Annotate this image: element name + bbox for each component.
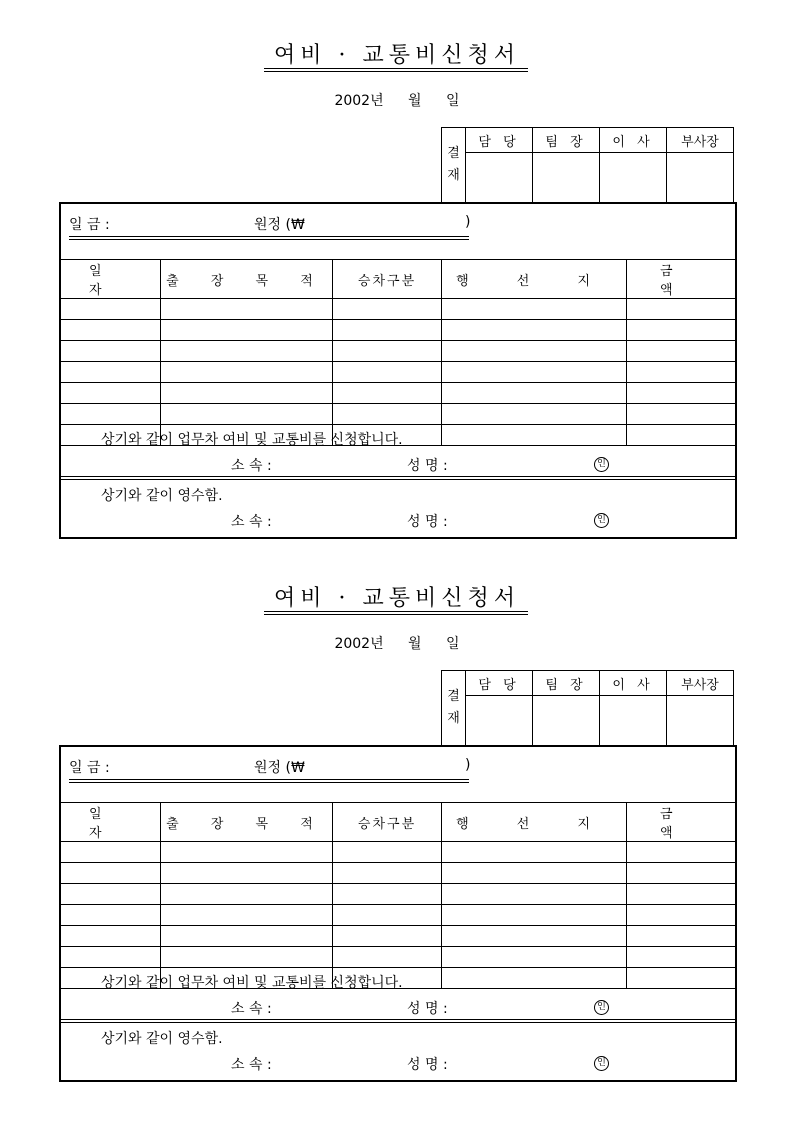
expense-table [61, 802, 735, 989]
approval-col-manager: 담 당 [466, 671, 533, 696]
col-destination: 행 선 지 [441, 260, 627, 299]
col-purpose: 출 장 목 적 [160, 803, 333, 842]
col-ride-type: 승차구분 [333, 260, 441, 299]
table-row[interactable] [61, 341, 735, 362]
col-date: 일 자 [61, 803, 160, 842]
approval-col-vice-president: 부사장 [667, 671, 734, 696]
expense-main-box [59, 202, 737, 539]
travel-expense-form-2 [0, 543, 794, 1088]
approval-sign-box[interactable] [667, 696, 734, 746]
col-ride-type: 승차구분 [333, 803, 441, 842]
travel-expense-form-1 [0, 0, 794, 545]
amount-unit: 원정 (₩ [254, 217, 305, 233]
affiliation-label: 소 속 : [231, 1057, 272, 1073]
col-amount: 금 액 [627, 803, 735, 842]
application-statement: 상기와 같이 업무차 여비 및 교통비를 신청합니다. [101, 975, 403, 991]
approval-sign-box[interactable] [600, 696, 667, 746]
approval-col-director: 이 사 [600, 671, 667, 696]
table-row[interactable] [61, 926, 735, 947]
name-label: 성 명 : [407, 514, 448, 530]
approval-sign-box[interactable] [533, 696, 600, 746]
receipt-statement: 상기와 같이 영수함. [101, 1031, 223, 1047]
receipt-statement: 상기와 같이 영수함. [101, 488, 223, 504]
approval-sign-box[interactable] [466, 153, 533, 203]
approval-col-vice-president: 부사장 [667, 128, 734, 153]
name-label: 성 명 : [407, 458, 448, 474]
title-double-underline [264, 68, 528, 72]
approval-label: 결재 [442, 128, 466, 203]
table-row[interactable] [61, 905, 735, 926]
expense-table [61, 259, 735, 446]
application-statement: 상기와 같이 업무차 여비 및 교통비를 신청합니다. [101, 432, 403, 448]
table-row[interactable] [61, 383, 735, 404]
expense-main-box [59, 745, 737, 1082]
approval-sign-box[interactable] [533, 153, 600, 203]
title-double-underline [264, 611, 528, 615]
approval-box [441, 127, 734, 203]
approval-col-director: 이 사 [600, 128, 667, 153]
table-row[interactable] [61, 863, 735, 884]
amount-line[interactable] [69, 214, 469, 236]
approval-col-team-lead: 팀 장 [533, 128, 600, 153]
form-title: 여비 · 교통비신청서 [274, 586, 520, 611]
approval-label: 결재 [442, 671, 466, 746]
amount-close: ) [465, 757, 471, 773]
table-row[interactable] [61, 404, 735, 425]
col-destination: 행 선 지 [441, 803, 627, 842]
col-amount: 금 액 [627, 260, 735, 299]
table-row[interactable] [61, 320, 735, 341]
table-row[interactable] [61, 947, 735, 968]
name-label: 성 명 : [407, 1001, 448, 1017]
seal-icon: 인 [594, 1056, 609, 1071]
col-date: 일 자 [61, 260, 160, 299]
affiliation-label: 소 속 : [231, 458, 272, 474]
affiliation-label: 소 속 : [231, 1001, 272, 1017]
approval-sign-box[interactable] [600, 153, 667, 203]
approval-col-team-lead: 팀 장 [533, 671, 600, 696]
table-row[interactable] [61, 299, 735, 320]
affiliation-label: 소 속 : [231, 514, 272, 530]
name-label: 성 명 : [407, 1057, 448, 1073]
form-date: 2002년 월 일 [334, 636, 460, 652]
amount-unit: 원정 (₩ [254, 760, 305, 776]
amount-label: 일 금 : [69, 217, 110, 233]
approval-sign-box[interactable] [667, 153, 734, 203]
amount-line[interactable] [69, 757, 469, 779]
seal-icon: 인 [594, 513, 609, 528]
col-purpose: 출 장 목 적 [160, 260, 333, 299]
amount-label: 일 금 : [69, 760, 110, 776]
approval-col-manager: 담 당 [466, 128, 533, 153]
table-row[interactable] [61, 362, 735, 383]
amount-close: ) [465, 214, 471, 230]
approval-box [441, 670, 734, 746]
table-row[interactable] [61, 842, 735, 863]
table-row[interactable] [61, 884, 735, 905]
form-title: 여비 · 교통비신청서 [274, 43, 520, 68]
seal-icon: 인 [594, 457, 609, 472]
seal-icon: 인 [594, 1000, 609, 1015]
form-date: 2002년 월 일 [334, 93, 460, 109]
approval-sign-box[interactable] [466, 696, 533, 746]
